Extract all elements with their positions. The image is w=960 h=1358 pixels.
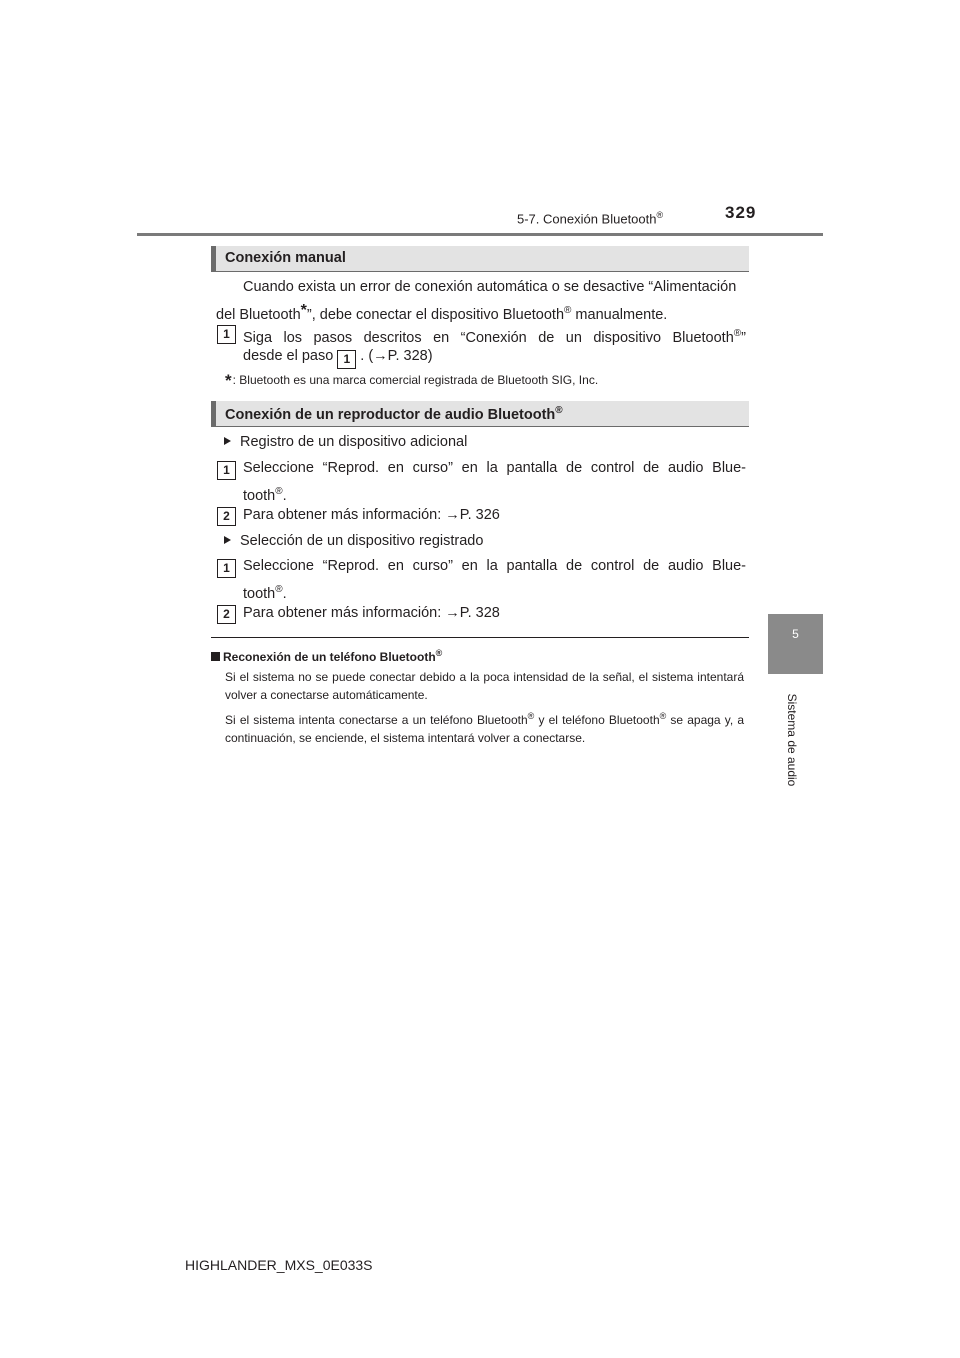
- chapter-title-vertical: Sistema de audio: [785, 693, 799, 787]
- header-rule: [137, 233, 823, 236]
- section-title: Conexión manual: [225, 250, 346, 266]
- step-number-box: 1: [217, 325, 236, 344]
- section-title: Conexión de un reproductor de audio Bluetooth®: [225, 405, 563, 423]
- registered-mark: ®: [435, 648, 443, 658]
- step-text: Para obtener más información: →P. 328: [243, 605, 500, 621]
- step-text-line-1: Seleccione “Reprod. en curso” en la pantalla de control de audio Blue-: [243, 460, 746, 476]
- step-number-box: 1: [217, 461, 236, 480]
- step-text-line-2: desde el paso 1 . (→P. 328): [243, 345, 746, 369]
- registered-mark: ®: [564, 305, 572, 317]
- step-number-box: 2: [217, 605, 236, 624]
- footnote-marker: *: [300, 302, 307, 319]
- intro-line-2: del Bluetooth*”, debe conectar el dispositivo Bluetooth® manualmente.: [216, 302, 668, 323]
- registered-mark: ®: [555, 405, 563, 416]
- registered-mark: ®: [656, 210, 664, 220]
- bullet-register-device: Registro de un dispositivo adicional: [224, 431, 467, 454]
- registered-mark: ®: [275, 486, 283, 497]
- footnote: *: Bluetooth es una marca comercial registrada de Bluetooth SIG, Inc.: [225, 371, 599, 390]
- note-paragraph-2: Si el sistema intenta conectarse a un teléfono Bluetooth® y el teléfono Bluetooth® se apaga y, a continuación, se enciende, el sistema intentará volver a conectarse.: [225, 711, 744, 745]
- step-text-line-1: Seleccione “Reprod. en curso” en la pantalla de control de audio Blue-: [243, 558, 746, 574]
- chapter-tab: [768, 614, 823, 674]
- section-header-manual-connection: [211, 246, 749, 272]
- chapter-number: 5: [792, 627, 799, 641]
- section-header-audio-player: [211, 401, 749, 427]
- footnote-asterisk: *: [225, 371, 232, 390]
- running-header-section: 5-7. Conexión Bluetooth®: [517, 210, 664, 227]
- note-title: Reconexión de un teléfono Bluetooth®: [211, 648, 442, 664]
- footer-model-code: HIGHLANDER_MXS_0E033S: [185, 1257, 373, 1273]
- square-bullet-icon: [211, 652, 220, 661]
- step-number-box: 2: [217, 507, 236, 526]
- triangle-bullet-icon: [224, 437, 231, 445]
- step-text-line-2: tooth®.: [243, 584, 287, 602]
- triangle-bullet-icon: [224, 536, 231, 544]
- step-reference-box: 1: [337, 350, 356, 369]
- step-text: Para obtener más información: →P. 326: [243, 507, 500, 523]
- registered-mark: ®: [527, 711, 535, 721]
- registered-mark: ®: [275, 584, 283, 595]
- registered-mark: ®: [733, 328, 742, 339]
- page-number: 329: [725, 203, 757, 222]
- registered-mark: ®: [659, 711, 667, 721]
- step-text-line-2: tooth®.: [243, 486, 287, 504]
- intro-line-1: Cuando exista un error de conexión automática o se desactive “Alimentación: [243, 279, 737, 295]
- note-paragraph-1: Si el sistema no se puede conectar debido a la poca intensidad de la señal, el sistema intentará volver a conectarse automáticamente.: [225, 670, 744, 702]
- step-text-line-1: Siga los pasos descritos en “Conexión de un dispositivo Bluetooth®”: [243, 328, 746, 346]
- step-number-box: 1: [217, 559, 236, 578]
- note-divider: [211, 637, 749, 638]
- bullet-select-registered-device: Selección de un dispositivo registrado: [224, 530, 483, 553]
